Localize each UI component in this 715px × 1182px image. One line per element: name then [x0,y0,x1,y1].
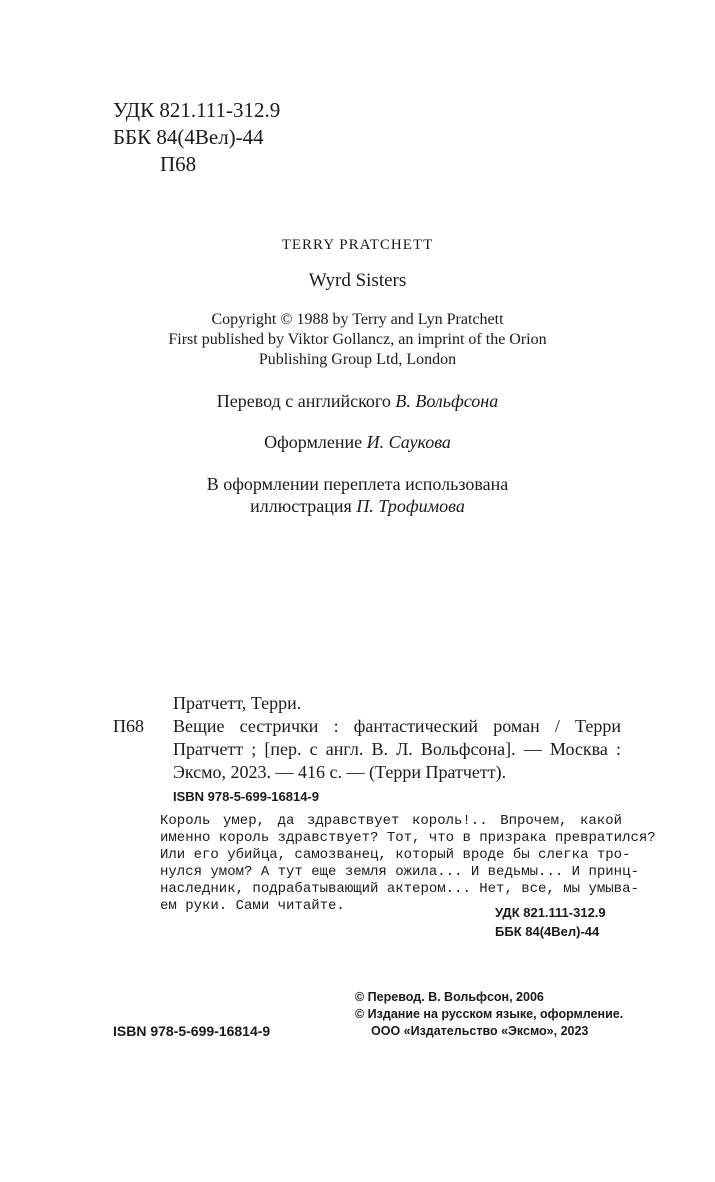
cover-credit-line-2 [0,495,715,517]
rights-line-3: ООО «Издательство «Эксмо», 2023 [371,1024,589,1038]
translation-credit [0,390,715,412]
designer-name: И. Саукова [366,432,451,452]
udk-code: УДК 821.111-312.9 [113,98,281,122]
translator-name: В. Вольфсона [395,391,499,411]
design-credit [0,431,715,453]
annotation-line-2: именно король здравствует? Тот, что в призрака превратился? [160,830,656,846]
illustrator-name: П. Трофимова [356,496,465,516]
design-label: Оформление [264,432,363,452]
translation-label: Перевод с английского [216,391,391,411]
catalog-line-2: Пратчетт ; [пер. с англ. В. Л. Вольфсона]. — Москва : [173,739,621,759]
rights-line-1: © Перевод. В. Вольфсон, 2006 [355,990,544,1004]
catalog-isbn: ISBN 978-5-699-16814-9 [173,789,319,804]
cover-credit-line-1: В оформлении переплета использована [206,474,509,494]
catalog-bbk: ББК 84(4Вел)-44 [495,924,600,939]
annotation-line-5: наследник, подрабатывающий актером... Нет, все, мы умыва- [160,881,639,897]
copyright-line-1: Copyright © 1988 by Terry and Lyn Pratchett [211,311,504,328]
annotation-line-4: нулся умом? А тут еще земля ожила... И ведьмы... И принц- [160,864,639,880]
annotation-line-6: ем руки. Сами читайте. [160,898,345,914]
catalog-line-1: Вещие сестрички : фантастический роман / Терри [173,716,621,736]
author-mark: П68 [160,152,197,176]
catalog-author-heading: Пратчетт, Терри. [173,693,302,713]
rights-line-2: © Издание на русском языке, оформление. [355,1007,624,1021]
catalog-code: П68 [113,716,144,736]
catalog-udk: УДК 821.111-312.9 [495,905,606,920]
original-author: TERRY PRATCHETT [281,237,434,253]
catalog-line-3: Эксмо, 2023. — 416 с. — (Терри Пратчетт). [173,762,507,782]
copyright-line-2: First published by Viktor Gollancz, an imprint of the Orion [168,331,547,348]
original-title: Wyrd Sisters [308,270,407,291]
bbk-code: ББК 84(4Вел)-44 [113,125,264,149]
copyright-line-3: Publishing Group Ltd, London [258,351,457,368]
footer-isbn: ISBN 978-5-699-16814-9 [113,1023,271,1039]
cover-label: иллюстрация [250,496,352,516]
annotation-line-1: Король умер, да здравствует король!.. Впрочем, какой [160,813,622,829]
annotation-line-3: Или его убийца, самозванец, который вроде бы слегка тро- [160,847,631,863]
